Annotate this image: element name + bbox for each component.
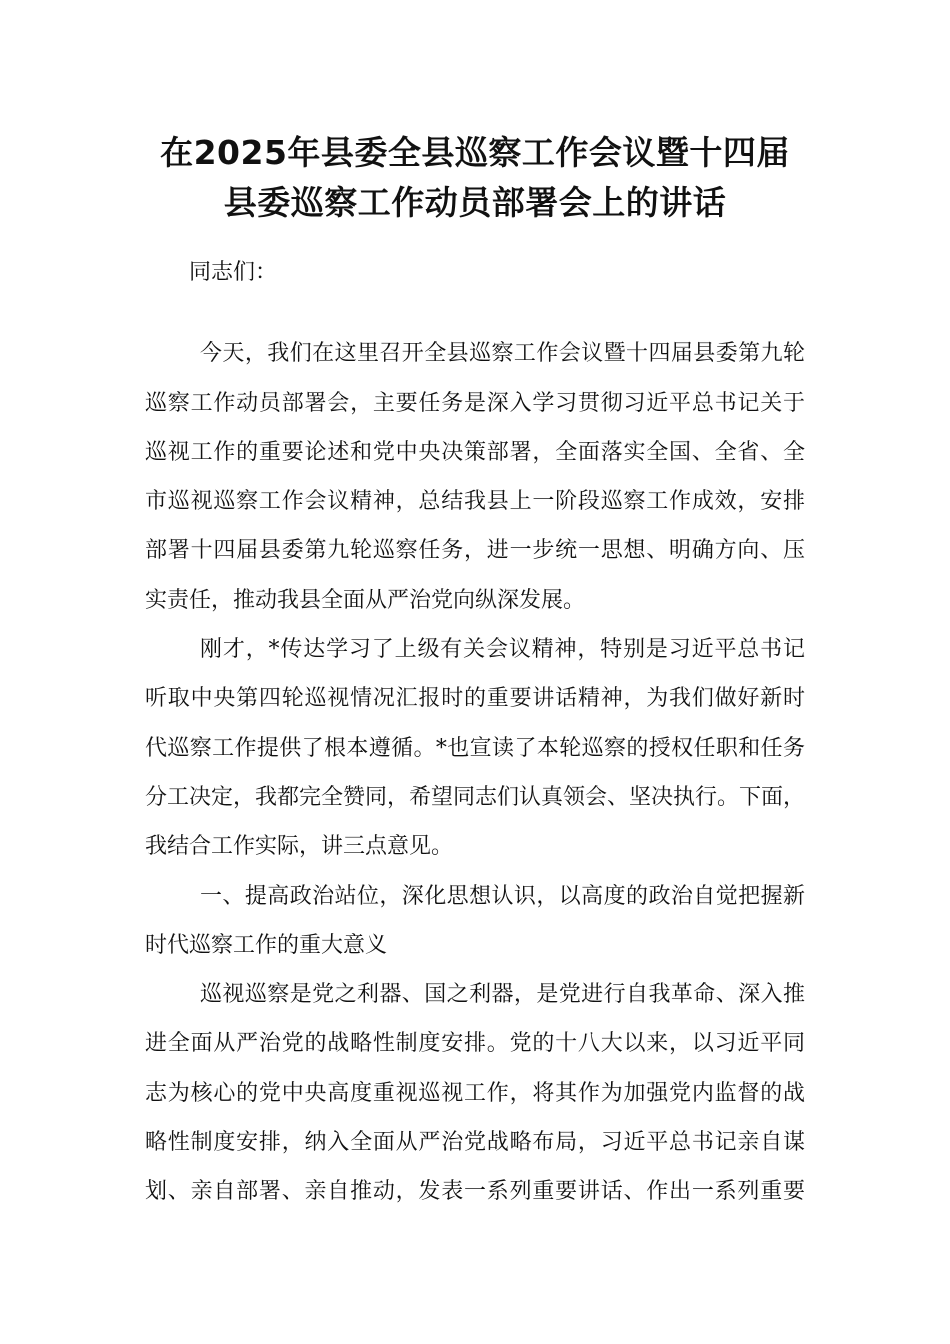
text-line: 听取中央第四轮巡视情况汇报时的重要讲话精神，为我们做好新时: [145, 686, 805, 712]
document-title: [0, 128, 950, 228]
text-line: 巡视工作的重要论述和党中央决策部署，全面落实全国、全省、全: [145, 439, 805, 465]
document-body: [145, 248, 805, 1217]
paragraph: [145, 625, 805, 871]
text-line: 进全面从严治党的战略性制度安排。党的十八大以来，以习近平同: [145, 1031, 805, 1057]
text-line: 今天，我们在这里召开全县巡察工作会议暨十四届县委第九轮: [200, 341, 805, 367]
text-line: 实责任，推动我县全面从严治党向纵深发展。: [145, 587, 586, 613]
text-line: 代巡察工作提供了根本遵循。*也宣读了本轮巡察的授权任职和任务: [145, 735, 805, 761]
text-line: 巡视巡察是党之利器、国之利器，是党进行自我革命、深入推: [200, 982, 805, 1008]
paragraph: [145, 329, 805, 625]
section-heading: [145, 872, 805, 971]
paragraphs: [145, 329, 805, 1216]
text-line: 部署十四届县委第九轮巡察任务，进一步统一思想、明确方向、压: [145, 538, 805, 564]
text-line: 一、提高政治站位，深化思想认识，以高度的政治自觉把握新: [200, 883, 805, 909]
text-line: 志为核心的党中央高度重视巡视工作，将其作为加强党内监督的战: [145, 1080, 805, 1106]
title-line-1: 在2025年县委全县巡察工作会议暨十四届: [160, 133, 790, 172]
text-line: 时代巡察工作的重大意义: [145, 932, 388, 958]
title-line-2: 县委巡察工作动员部署会上的讲话: [223, 183, 727, 222]
text-line: 划、亲自部署、亲自推动，发表一系列重要讲话、作出一系列重要: [145, 1179, 805, 1205]
text-line: 巡察工作动员部署会，主要任务是深入学习贯彻习近平总书记关于: [145, 390, 805, 416]
text-line: 略性制度安排，纳入全面从严治党战略布局，习近平总书记亲自谋: [145, 1130, 805, 1156]
paragraph: [145, 970, 805, 1216]
text-line: 刚才，*传达学习了上级有关会议精神，特别是习近平总书记: [200, 637, 805, 663]
text-line: 我结合工作实际，讲三点意见。: [145, 834, 454, 860]
text-line: 分工决定，我都完全赞同，希望同志们认真领会、坚决执行。下面，: [145, 784, 805, 810]
salutation: 同志们：: [189, 260, 278, 285]
text-line: 市巡视巡察工作会议精神，总结我县上一阶段巡察工作成效，安排: [145, 489, 805, 515]
